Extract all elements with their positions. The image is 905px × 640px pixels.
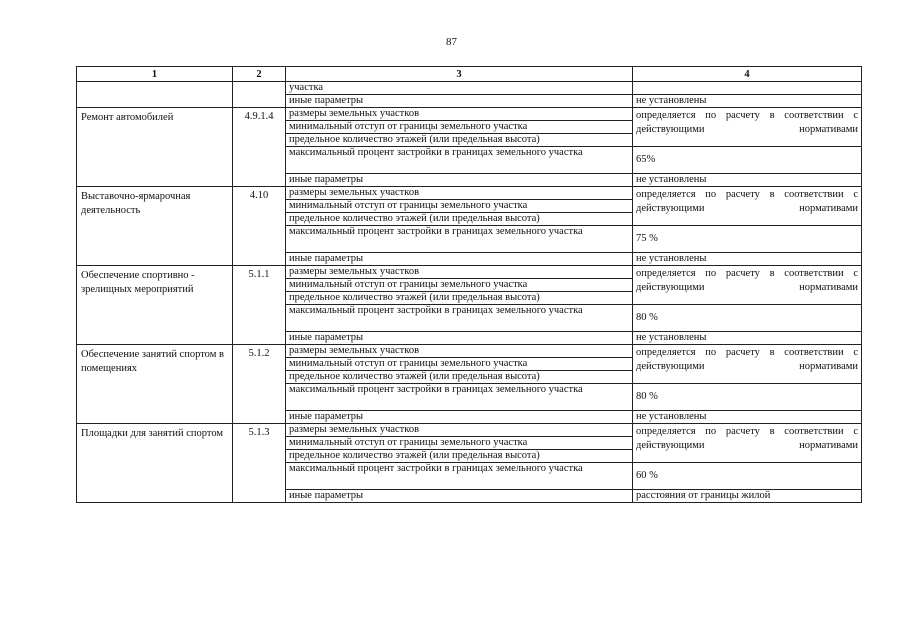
parameter-min-setback: минимальный отступ от границы земельного участка xyxy=(286,279,633,292)
continuation-value-empty xyxy=(633,82,862,95)
parameter-max-floors: предельное количество этажей (или предельная высота) xyxy=(286,450,633,463)
parameter-max-coverage: максимальный процент застройки в границах земельного участка xyxy=(286,147,633,174)
coverage-percent-value: 80 % xyxy=(633,305,862,332)
parameter-plot-size: размеры земельных участков xyxy=(286,266,633,279)
column-header-4: 4 xyxy=(633,67,862,82)
activity-name: Обеспечение спортивно - зрелищных мероприятий xyxy=(77,266,233,345)
parameter-min-setback: минимальный отступ от границы земельного участка xyxy=(286,358,633,371)
parameter-min-setback: минимальный отступ от границы земельного участка xyxy=(286,121,633,134)
coverage-percent-value: 75 % xyxy=(633,226,862,253)
parameter-other: иные параметры xyxy=(286,174,633,187)
activity-code: 4.10 xyxy=(233,187,286,266)
continuation-row xyxy=(77,82,862,95)
activity-name: Ремонт автомобилей xyxy=(77,108,233,187)
parameter-other: иные параметры xyxy=(286,411,633,424)
parameter-max-coverage: максимальный процент застройки в границах земельного участка xyxy=(286,463,633,490)
continuation-other-value: не установлены xyxy=(633,95,862,108)
continuation-other-parameter: иные параметры xyxy=(286,95,633,108)
table-row xyxy=(77,345,862,358)
other-value: не установлены xyxy=(633,253,862,266)
column-header-1: 1 xyxy=(77,67,233,82)
header-row xyxy=(77,67,862,82)
regulatory-value: определяется по расчету в соответствии с действующими нормативами xyxy=(633,345,862,384)
regulatory-value: определяется по расчету в соответствии с действующими нормативами xyxy=(633,424,862,463)
activity-name: Обеспечение занятий спортом в помещениях xyxy=(77,345,233,424)
coverage-percent-value: 60 % xyxy=(633,463,862,490)
parameter-plot-size: размеры земельных участков xyxy=(286,108,633,121)
continuation-activity-cell xyxy=(77,82,233,108)
parameter-max-floors: предельное количество этажей (или предельная высота) xyxy=(286,213,633,226)
parameter-max-floors: предельное количество этажей (или предельная высота) xyxy=(286,134,633,147)
parameter-other: иные параметры xyxy=(286,332,633,345)
activity-code: 4.9.1.4 xyxy=(233,108,286,187)
activity-code: 5.1.3 xyxy=(233,424,286,503)
activity-name: Площадки для занятий спортом xyxy=(77,424,233,503)
coverage-percent-value: 80 % xyxy=(633,384,862,411)
other-value: расстояния от границы жилой xyxy=(633,490,862,503)
table-row xyxy=(77,187,862,200)
parameter-max-coverage: максимальный процент застройки в границах земельного участка xyxy=(286,305,633,332)
activity-name: Выставочно-ярмарочная деятельность xyxy=(77,187,233,266)
parameter-max-coverage: максимальный процент застройки в границах земельного участка xyxy=(286,384,633,411)
parameter-other: иные параметры xyxy=(286,490,633,503)
other-value: не установлены xyxy=(633,332,862,345)
table-row xyxy=(77,108,862,121)
continuation-parameter: участка xyxy=(286,82,633,95)
regulatory-value: определяется по расчету в соответствии с действующими нормативами xyxy=(633,187,862,226)
regulatory-value: определяется по расчету в соответствии с действующими нормативами xyxy=(633,108,862,147)
parameter-max-coverage: максимальный процент застройки в границах земельного участка xyxy=(286,226,633,253)
parameter-max-floors: предельное количество этажей (или предельная высота) xyxy=(286,292,633,305)
parameter-plot-size: размеры земельных участков xyxy=(286,424,633,437)
other-value: не установлены xyxy=(633,411,862,424)
activity-code: 5.1.1 xyxy=(233,266,286,345)
parameter-min-setback: минимальный отступ от границы земельного участка xyxy=(286,200,633,213)
page-number: 87 xyxy=(446,36,457,48)
activity-code: 5.1.2 xyxy=(233,345,286,424)
parameter-plot-size: размеры земельных участков xyxy=(286,345,633,358)
column-header-2: 2 xyxy=(233,67,286,82)
table-row xyxy=(77,424,862,437)
zoning-parameters-table xyxy=(76,66,862,503)
regulatory-value: определяется по расчету в соответствии с действующими нормативами xyxy=(633,266,862,305)
column-header-3: 3 xyxy=(286,67,633,82)
parameter-plot-size: размеры земельных участков xyxy=(286,187,633,200)
parameter-other: иные параметры xyxy=(286,253,633,266)
parameter-min-setback: минимальный отступ от границы земельного участка xyxy=(286,437,633,450)
other-value: не установлены xyxy=(633,174,862,187)
continuation-code-cell xyxy=(233,82,286,108)
coverage-percent-value: 65% xyxy=(633,147,862,174)
parameter-max-floors: предельное количество этажей (или предельная высота) xyxy=(286,371,633,384)
table-row xyxy=(77,266,862,279)
